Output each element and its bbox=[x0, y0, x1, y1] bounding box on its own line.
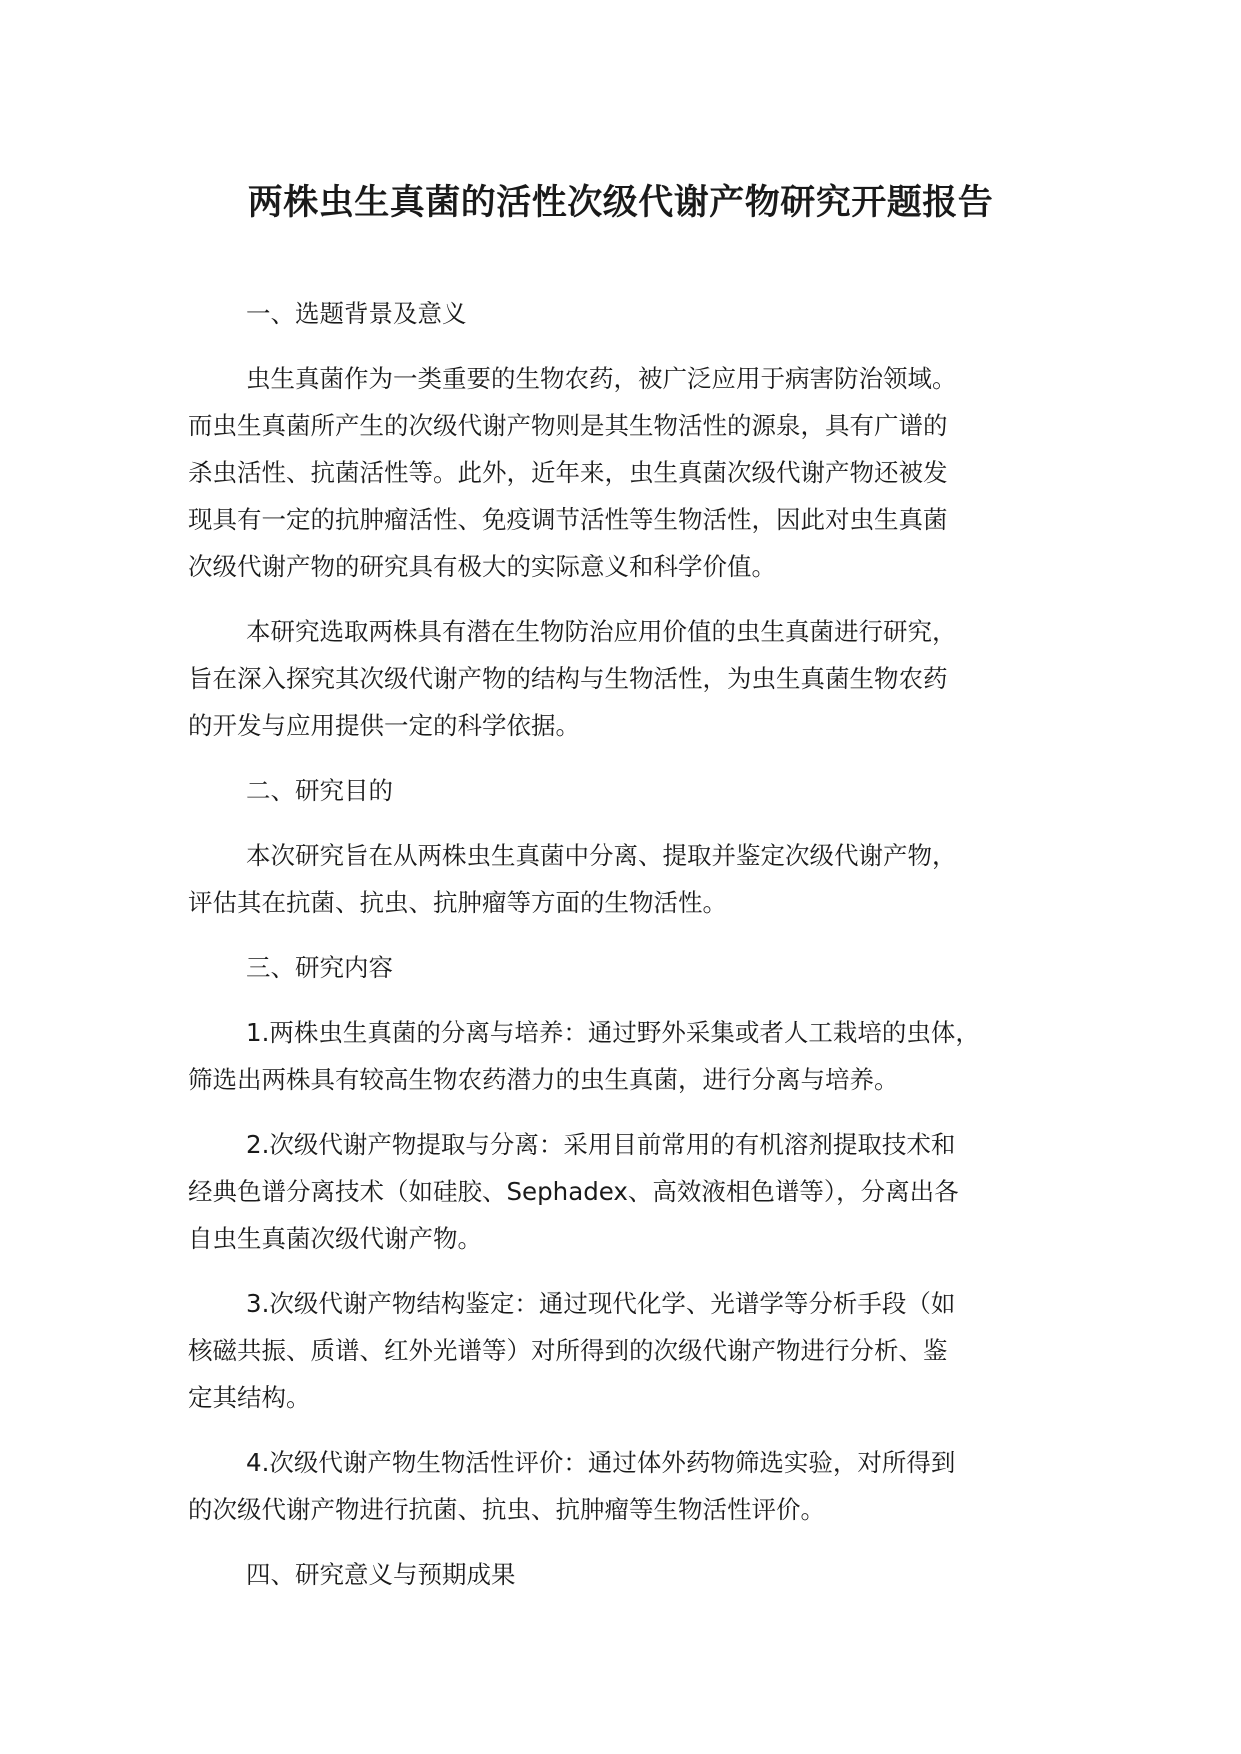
paragraph-line: 旨在深入探究其次级代谢产物的结构与生物活性，为虫生真菌生物农药 bbox=[188, 664, 948, 693]
paragraph-line: 自虫生真菌次级代谢产物。 bbox=[188, 1224, 482, 1253]
paragraph-line: 虫生真菌作为一类重要的生物农药，被广泛应用于病害防治领域。 bbox=[246, 364, 957, 393]
paragraph-line: 杀虫活性、抗菌活性等。此外，近年来，虫生真菌次级代谢产物还被发 bbox=[188, 458, 948, 487]
paragraph-line: 经典色谱分离技术（如硅胶、Sephadex、高效液相色谱等），分离出各 bbox=[188, 1177, 959, 1206]
paragraph-line: 核磁共振、质谱、红外光谱等）对所得到的次级代谢产物进行分析、鉴 bbox=[188, 1336, 948, 1365]
paragraph bbox=[188, 355, 1083, 590]
section-heading: 四、研究意义与预期成果 bbox=[246, 1560, 516, 1589]
section-heading: 一、选题背景及意义 bbox=[246, 299, 467, 328]
paragraph-line: 本次研究旨在从两株虫生真菌中分离、提取并鉴定次级代谢产物， bbox=[246, 841, 957, 870]
paragraph-line: 定其结构。 bbox=[188, 1383, 311, 1412]
section-heading: 三、研究内容 bbox=[246, 953, 393, 982]
paragraph-line: 2.次级代谢产物提取与分离：采用目前常用的有机溶剂提取技术和 bbox=[246, 1130, 956, 1159]
document-body bbox=[188, 290, 1083, 1616]
paragraph-line: 3.次级代谢产物结构鉴定：通过现代化学、光谱学等分析手段（如 bbox=[246, 1289, 956, 1318]
paragraph-line: 本研究选取两株具有潜在生物防治应用价值的虫生真菌进行研究， bbox=[246, 617, 957, 646]
paragraph bbox=[188, 1121, 1083, 1262]
paragraph-line: 筛选出两株具有较高生物农药潜力的虫生真菌，进行分离与培养。 bbox=[188, 1065, 899, 1094]
paragraph-line: 评估其在抗菌、抗虫、抗肿瘤等方面的生物活性。 bbox=[188, 888, 727, 917]
paragraph-line: 的开发与应用提供一定的科学依据。 bbox=[188, 711, 580, 740]
paragraph-line: 而虫生真菌所产生的次级代谢产物则是其生物活性的源泉，具有广谱的 bbox=[188, 411, 948, 440]
paragraph bbox=[188, 608, 1083, 749]
paragraph bbox=[188, 1439, 1083, 1533]
paragraph-line: 的次级代谢产物进行抗菌、抗虫、抗肿瘤等生物活性评价。 bbox=[188, 1495, 825, 1524]
document-title: 两株虫生真菌的活性次级代谢产物研究开题报告 bbox=[247, 183, 994, 223]
section-heading: 二、研究目的 bbox=[246, 776, 393, 805]
paragraph bbox=[188, 832, 1083, 926]
paragraph-line: 1.两株虫生真菌的分离与培养：通过野外采集或者人工栽培的虫体， bbox=[246, 1018, 980, 1047]
paragraph-line: 4.次级代谢产物生物活性评价：通过体外药物筛选实验，对所得到 bbox=[246, 1448, 956, 1477]
paragraph-line: 次级代谢产物的研究具有极大的实际意义和科学价值。 bbox=[188, 552, 776, 581]
paragraph bbox=[188, 1280, 1083, 1421]
paragraph bbox=[188, 1009, 1083, 1103]
paragraph-line: 现具有一定的抗肿瘤活性、免疫调节活性等生物活性，因此对虫生真菌 bbox=[188, 505, 948, 534]
